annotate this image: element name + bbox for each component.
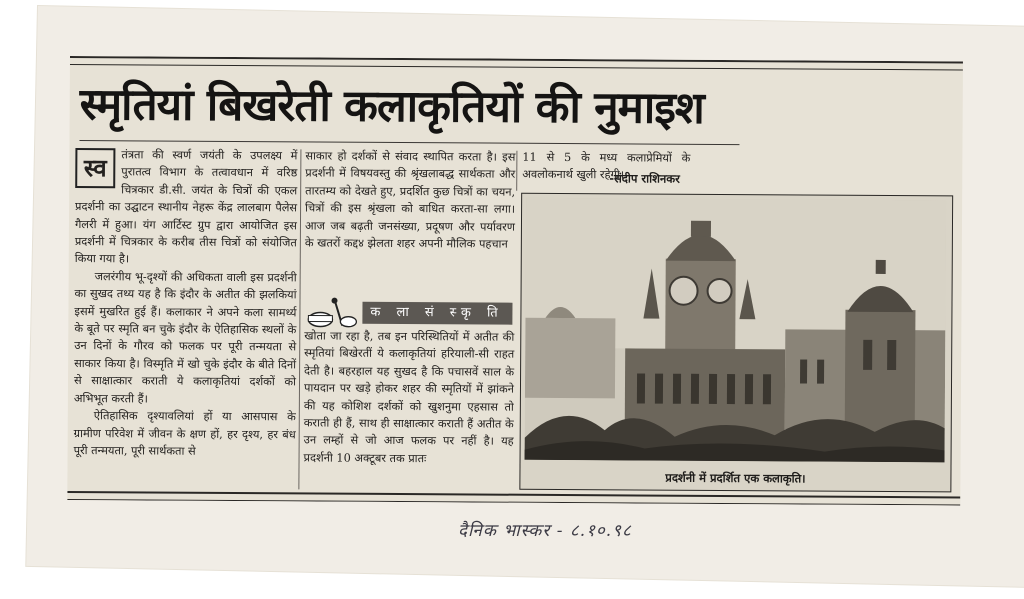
article-column-2-top bbox=[305, 147, 516, 298]
paragraph-3: ऐतिहासिक दृश्यावलियां हों या आसपास के ग्रामीण परिवेश में जीवन के क्षण हों, हर दृश्य, हर बंध पूरी तन्मयता, पूरी सार्थकता से bbox=[73, 409, 296, 458]
paragraph-4: साकार हो दर्शकों से संवाद स्थापित करता है। इस प्रदर्शनी में विषयवस्तु की श्रृंखलाबद्ध सार्थकता और तारतम्य को देखते हुए, प्रदर्शित कुछ चित्रों का चयन, चित्रों की इस श्रृंखला को बाधित करता-सा लगा। आज जब बढ़ती जनसंख्या, प्रदूषण और पर्यावरण के खतरों कद्द४ झेलता शहर अपनी मौलिक पहचान bbox=[304, 149, 516, 251]
artwork-photo bbox=[519, 193, 953, 493]
article-column-2-bottom bbox=[303, 327, 514, 478]
paragraph-1 bbox=[75, 146, 298, 269]
photo-caption: प्रदर्शनी में प्रदर्शित एक कलाकृति। bbox=[665, 470, 806, 486]
article-column-1 bbox=[73, 146, 297, 492]
handwritten-source-note: दैनिक भास्कर - ८.१०.९८ bbox=[458, 521, 632, 541]
paragraph-2: जलरंगीय भू-दृश्यों की अधिकता वाली इस प्रदर्शनी का सुखद तथ्य यह है कि इंदौर के अतीत की झलकियां इसमें मुखरित हुई हैं। कलाकार ने अपने कला सामर्थ्य के बूते पर स्मृति बन चुके इंदौर के ऐतिहासिक स्थलों के उन दिनों के गौरव को फलक पर पूरी तन्मयता से साकार किया है। विस्मृति में खो चुके इंदौर के बीते दिनों से साक्षात्कार कराती ये कलाकृतियां दर्शकों को अभिभूत करती हैं। bbox=[73, 269, 297, 406]
section-sticker bbox=[304, 295, 514, 330]
painting-illustration bbox=[525, 198, 947, 463]
column-divider bbox=[298, 149, 301, 489]
drop-cap: स्व bbox=[75, 148, 115, 188]
paragraph-6: 11 से 5 के मध्य कलाप्रेमियों के अवलोकनार्थ खुली रहेगी। bbox=[522, 150, 691, 182]
byline: -संदीप राशिनकर bbox=[609, 171, 680, 186]
paragraph-5: खोता जा रहा है, तब इन परिस्थितियों में अतीत की स्मृतियां बिखेरतीं ये कलाकृतियां हरियाली-सी राहत देती है। बहरहाल यह सुखद है कि पचासवें साल के पायदान पर खड़े होकर शहर की स्मृतियों में झांकने की यह कोशिश दर्शकों को खुशनुमा एहसास तो कराती ही हैं, साथ ही साक्षात्कार कराती हैं अतीत के उन लम्हों से जो आज फलक पर नहीं है। यह प्रदर्शनी 10 अक्टूबर तक प्रातः bbox=[303, 329, 515, 466]
paragraph-1-text: तंत्रता की स्वर्ण जयंती के उपलक्ष्य में पुरातत्व विभाग के तत्वावधान में वरिष्ठ चित्रकार डी.सी. जयंत के चित्रों की एकल प्रदर्शनी का उद्घाटन स्थानीय नेहरू केंद्र लालबाग पैलेस गैलरी में हुआ। यंग आर्टिस्ट ग्रुप द्वारा आयोजित इस प्रदर्शनी में चित्रकार के करीब तीस चित्रों को संयोजित किया गया है। bbox=[74, 148, 298, 266]
newspaper-clipping bbox=[67, 56, 963, 505]
column-divider-2 bbox=[516, 151, 517, 191]
headline: स्मृतियां बिखरेती कलाकृतियों की नुमाइश bbox=[79, 70, 739, 145]
drum-icon bbox=[304, 295, 360, 329]
sticker-label: क ला सं स्कृ ति bbox=[362, 302, 512, 325]
